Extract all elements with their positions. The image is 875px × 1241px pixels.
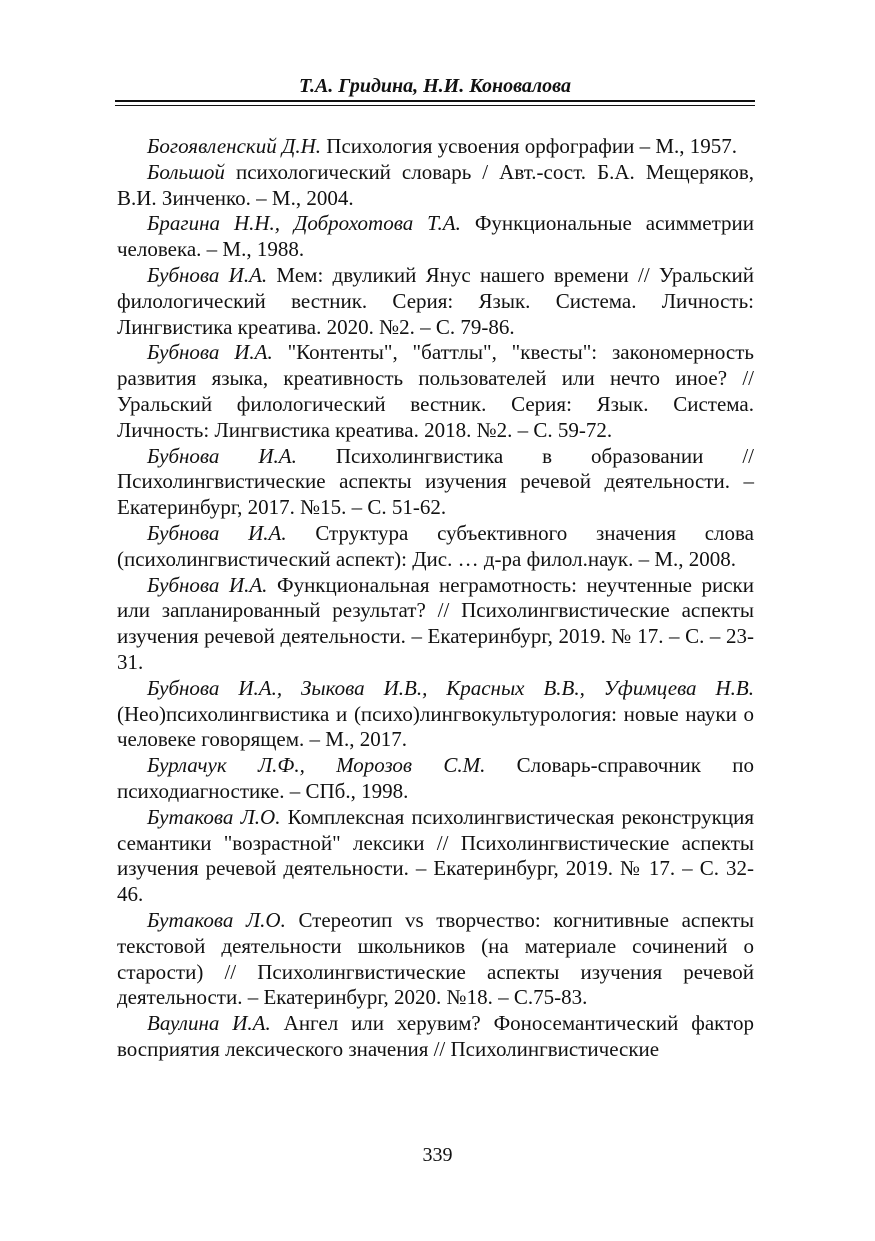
- reference-text: Комплексная психолингвистическая реконструкция семантики "возрастной" лексики // Психолингвистические аспекты изучения речевой деятельности. – Екатеринбург, 2019. № 17. – С. 32-46.: [117, 804, 754, 907]
- reference-text: Функциональная неграмотность: неучтенные риски или запланированный результат? // Психолингвистические аспекты изучения речевой деятельности. – Екатеринбург, 2019. № 17. – С. – 23-31.: [117, 572, 754, 674]
- reference-entry: [117, 676, 754, 753]
- reference-author: Бутакова Л.О.: [147, 907, 286, 932]
- reference-entry: [117, 521, 754, 573]
- reference-author: Бубнова И.А., Зыкова И.В., Красных В.В., Уфимцева Н.В.: [147, 675, 754, 700]
- reference-entry: [117, 134, 754, 160]
- reference-text: Словарь-справочник по психодиагностике. – СПб., 1998.: [117, 753, 754, 803]
- reference-text: Ангел или херувим? Фоносемантический фактор восприятия лексического значения // Психолингвистические: [117, 1011, 754, 1061]
- reference-entry: [117, 263, 754, 340]
- reference-entry: [117, 211, 754, 263]
- reference-list: [117, 134, 754, 1063]
- reference-text: Мем: двуликий Янус нашего времени // Уральский филологический вестник. Серия: Язык. Система. Личность: Лингвистика креатива. 2020. №2. – С. 79-86.: [117, 262, 754, 339]
- reference-author: Бубнова И.А.: [147, 520, 287, 545]
- reference-entry: [117, 908, 754, 1011]
- header-rule-thin: [115, 105, 755, 106]
- reference-entry: [117, 1011, 754, 1063]
- running-title: Т.А. Гридина, Н.И. Коновалова: [299, 75, 571, 97]
- reference-author: Бубнова И.А.: [147, 340, 273, 365]
- reference-author: Бурлачук Л.Ф., Морозов С.М.: [147, 753, 486, 778]
- reference-author: Бубнова И.А.: [147, 572, 268, 597]
- reference-text: Функциональные асимметрии человека. – М., 1988.: [117, 211, 754, 262]
- reference-text: психологический словарь / Авт.-сост. Б.А. Мещеряков, В.И. Зинченко. – М., 2004.: [117, 159, 754, 210]
- reference-author: Бубнова И.А.: [147, 443, 297, 468]
- reference-text: Психолингвистика в образовании // Психолингвистические аспекты изучения речевой деятельности. – Екатеринбург, 2017. №15. – С. 51-62.: [117, 443, 754, 520]
- reference-entry: [117, 160, 754, 212]
- header-rule-thick: [115, 100, 755, 102]
- reference-text: Структура субъективного значения слова (психолингвистический аспект): Дис. … д-ра филол.наук. – М., 2008.: [117, 520, 754, 571]
- reference-author: Большой: [147, 159, 225, 184]
- page-number: 339: [422, 1144, 453, 1166]
- reference-entry: [117, 805, 754, 908]
- reference-author: Богоявленский Д.Н.: [147, 134, 322, 158]
- reference-text: "Контенты", "баттлы", "квесты": закономерность развития языка, креативность пользователей или нечто иное? // Уральский филологический вестник. Серия: Язык. Система. Личность: Лингвистика креатива. 2018. №2. – С. 59-72.: [117, 340, 754, 442]
- reference-text: Психология усвоения орфографии – М., 1957.: [321, 134, 738, 158]
- reference-entry: [117, 444, 754, 521]
- reference-author: Ваулина И.А.: [147, 1011, 271, 1036]
- reference-author: Бубнова И.А.: [147, 262, 268, 287]
- reference-entry: [117, 340, 754, 443]
- reference-entry: [117, 753, 754, 805]
- reference-text: Стереотип vs творчество: когнитивные аспекты текстовой деятельности школьников (на материале сочинений о старости) // Психолингвистические аспекты изучения речевой деятельности. – Екатеринбург, 2020. №18. – С.75-83.: [117, 907, 754, 1010]
- reference-text: (Нео)психолингвистика и (психо)лингвокультурология: новые науки о человеке говорящем. – М., 2017.: [117, 701, 754, 752]
- reference-author: Брагина Н.Н., Доброхотова Т.А.: [147, 211, 461, 236]
- reference-entry: [117, 573, 754, 676]
- reference-author: Бутакова Л.О.: [147, 804, 281, 829]
